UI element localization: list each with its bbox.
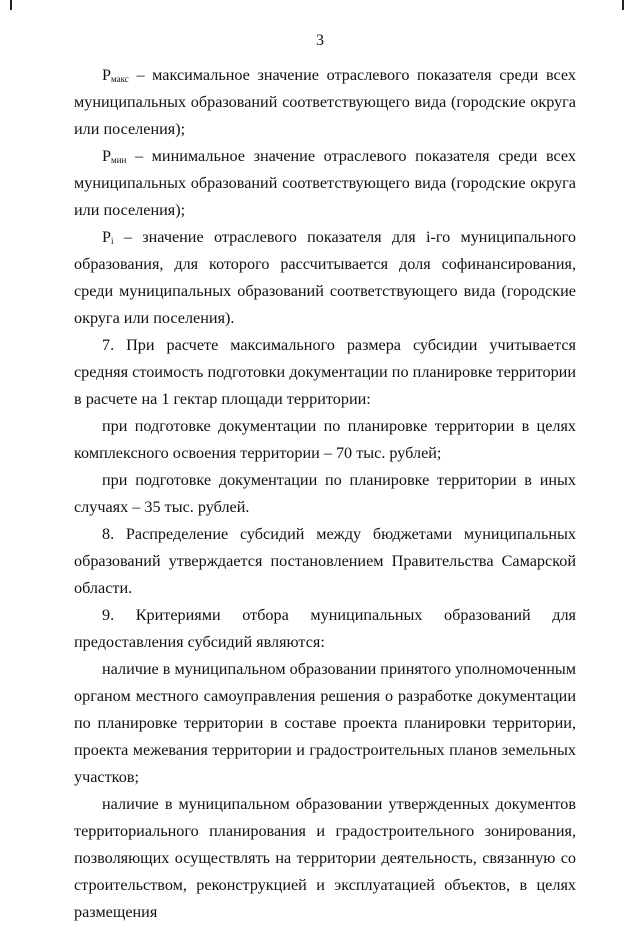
definition-text: – минимальное значение отраслевого показателя среди всех муниципальных образований соответствующего вида (городские округа или поселения); [74,147,576,219]
document-body [74,62,576,926]
variable-subscript: макс [111,74,129,84]
clause-9-criterion-documents: наличие в муниципальном образовании утвержденных документов территориального планирования и градостроительного зонирования, позволяющих осуществлять на территории деятельность, связанную со строительством, реконструкцией и эксплуатацией объектов, в целях размещения [74,795,576,921]
variable-subscript: i [111,236,114,246]
clause-7-item-other: при подготовке документации по планировке территории в иных случаях – 35 тыс. рублей. [74,471,576,516]
scan-edge-mark-left [10,0,12,10]
variable-symbol: P [102,66,112,84]
clause-9: 9. Критериями отбора муниципальных образований для предоставления субсидий являются: [74,606,576,651]
page-number: 3 [316,32,324,49]
variable-symbol: P [102,147,112,165]
clause-8: 8. Распределение субсидий между бюджетами муниципальных образований утверждается постановлением Правительства Самарской области. [74,525,576,597]
clause-9-criterion-decision: наличие в муниципальном образовании принятого уполномоченным органом местного самоуправления решения о разработке документации по планировке территории в составе проекта планировки территории, проекта межевания территории и градостроительных планов земельных участков; [74,660,576,786]
variable-subscript: мин [111,155,127,165]
definition-text: – значение отраслевого показателя для i-го муниципального образования, для которого рассчитывается доля софинансирования, среди муниципальных образований соответствующего вида (городские округа или поселения). [74,228,576,327]
definition-text: – максимальное значение отраслевого показателя среди всех муниципальных образований соответствующего вида (городские округа или поселения); [74,66,576,138]
scan-edge-mark-right [622,0,624,10]
clause-7-item-complex: при подготовке документации по планировке территории в целях комплексного освоения территории – 70 тыс. рублей; [74,417,576,462]
definition-pmax [74,62,576,143]
clause-7: 7. При расчете максимального размера субсидии учитывается средняя стоимость подготовки документации по планировке территории в расчете на 1 гектар площади территории: [74,336,576,408]
definition-pmin [74,143,576,224]
variable-symbol: P [102,228,112,246]
definition-pi [74,224,576,332]
